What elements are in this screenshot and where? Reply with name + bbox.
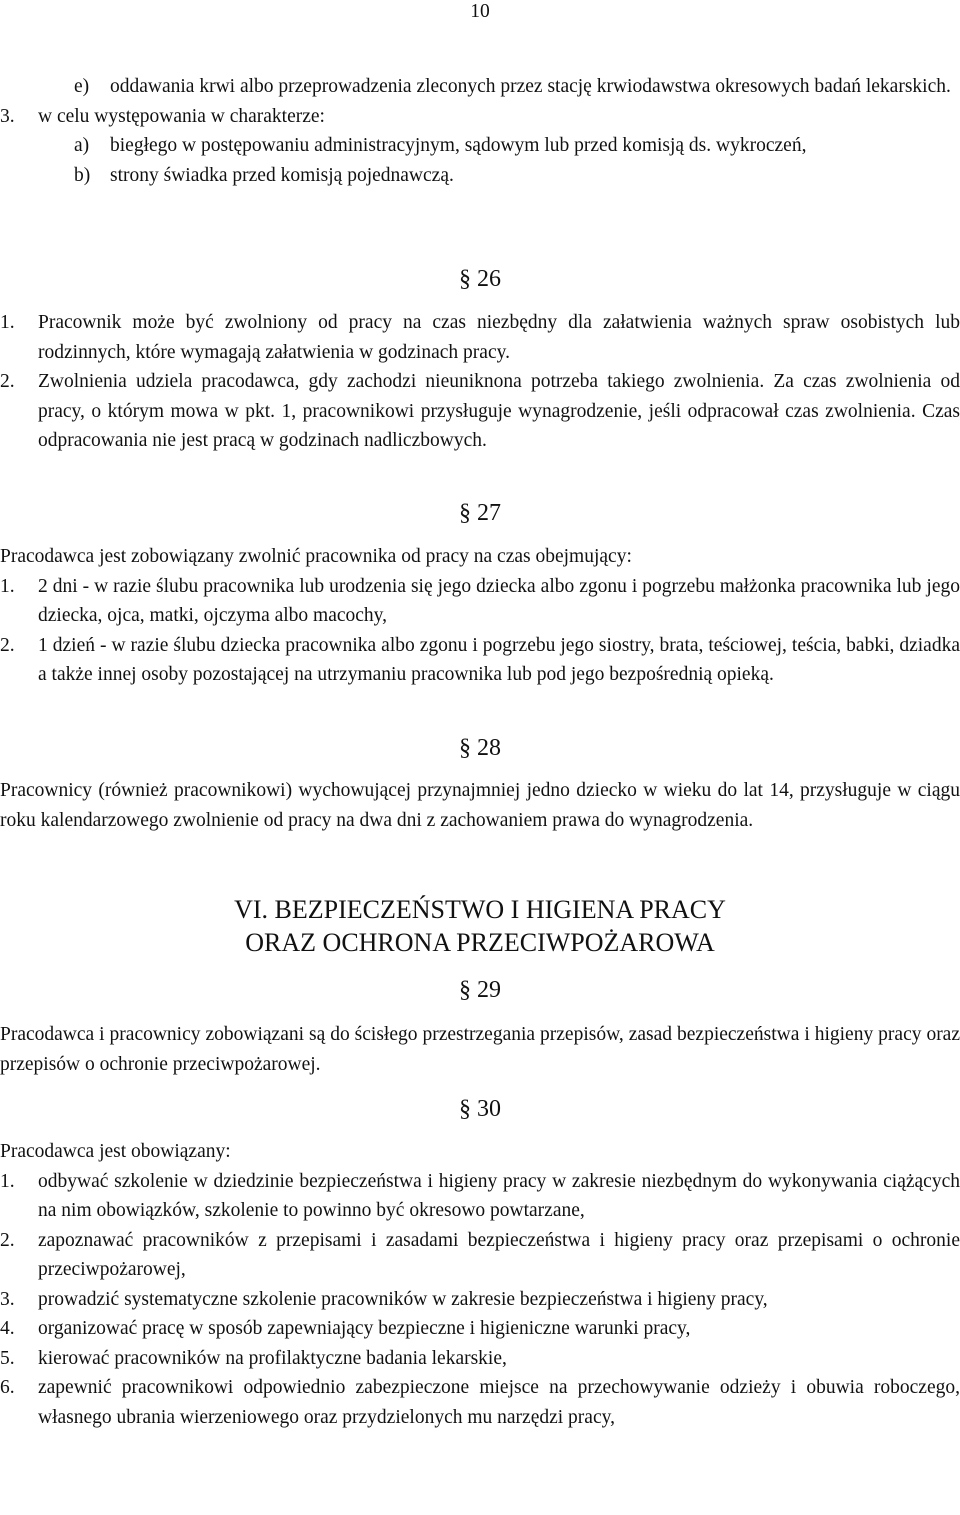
list-item bbox=[0, 367, 960, 456]
section-heading-28: § 28 bbox=[459, 735, 501, 761]
chapter-title bbox=[0, 893, 960, 959]
section-28-text: Pracownicy (również pracownikowi) wychowującej przynajmniej jedno dziecko w wieku do lat 14, przysługuje w ciągu roku kalendarzowego zwolnienie od pracy na dwa dni z zachowaniem prawa do wynagrodzenia. bbox=[0, 780, 960, 831]
item-marker: a) bbox=[74, 135, 90, 156]
list-item bbox=[0, 72, 960, 102]
item-marker: 5. bbox=[0, 1347, 15, 1369]
section-27 bbox=[0, 542, 960, 690]
item-marker: 3. bbox=[0, 105, 15, 127]
section-intro: Pracodawca jest obowiązany: bbox=[0, 1141, 231, 1162]
item-text: strony świadka przed komisją pojednawczą. bbox=[110, 164, 454, 186]
section-30 bbox=[0, 1137, 960, 1432]
top-list bbox=[0, 72, 960, 190]
item-text: Pracownik może być zwolniony od pracy na czas niezbędny dla załatwienia ważnych spraw osobistych lub rodzinnych, które wymagają załatwienia w godzinach pracy. bbox=[38, 312, 960, 363]
list-item bbox=[0, 631, 960, 690]
list-item bbox=[0, 308, 960, 367]
list-item bbox=[0, 102, 960, 132]
item-marker: 2. bbox=[0, 371, 15, 392]
item-marker: 3. bbox=[0, 1288, 15, 1310]
section-29-text: Pracodawca i pracownicy zobowiązani są do ścisłego przestrzegania przepisów, zasad bezpieczeństwa i higieny pracy oraz przepisów o ochronie przeciwpożarowej. bbox=[0, 1024, 960, 1075]
item-text: odbywać szkolenie w dziedzinie bezpieczeństwa i higieny pracy w zakresie niezbędnym do wykonywania ciążących na nim obowiązków, szkolenie to powinno być okresowo powtarzane, bbox=[38, 1170, 960, 1221]
item-text: prowadzić systematyczne szkolenie pracowników w zakresie bezpieczeństwa i higieny pracy, bbox=[38, 1288, 768, 1310]
item-marker: 1. bbox=[0, 1170, 15, 1192]
item-text: 1 dzień - w razie ślubu dziecka pracownika albo zgonu i pogrzebu jego siostry, brata, teściowej, teścia, babki, dziadka a także innej osoby pozostającej na utrzymaniu pracownika lub pod jego bezpośrednią opieką. bbox=[38, 634, 960, 685]
item-marker: 2. bbox=[0, 1229, 15, 1251]
item-text: zapewnić pracownikowi odpowiednio zabezpieczone miejsce na przechowywanie odzieży i obuwia roboczego, własnego ubrania wierzeniowego oraz przydzielonych mu narzędzi pracy, bbox=[38, 1377, 960, 1428]
list-item bbox=[0, 1373, 960, 1432]
section-heading-27: § 27 bbox=[459, 500, 501, 526]
section-heading-29: § 29 bbox=[459, 977, 501, 1003]
list-item bbox=[0, 1314, 960, 1344]
list-item bbox=[0, 1167, 960, 1226]
list-item bbox=[0, 161, 960, 191]
section-intro: Pracodawca jest zobowiązany zwolnić pracownika od pracy na czas obejmujący: bbox=[0, 546, 632, 567]
chapter-title-line2: ORAZ OCHRONA PRZECIWPOŻAROWA bbox=[245, 928, 715, 957]
item-text: zapoznawać pracowników z przepisami i zasadami bezpieczeństwa i higieny pracy oraz przepisami o ochronie przeciwpożarowej, bbox=[38, 1229, 960, 1280]
list-item bbox=[0, 1226, 960, 1285]
item-marker: 4. bbox=[0, 1318, 15, 1339]
item-marker: 1. bbox=[0, 312, 15, 333]
item-text: organizować pracę w sposób zapewniający bezpieczne i higieniczne warunki pracy, bbox=[38, 1318, 691, 1339]
item-text: Zwolnienia udziela pracodawca, gdy zachodzi nieuniknona potrzeba takiego zwolnienia. Za czas zwolnienia od pracy, o którym mowa w pkt. 1, pracownikowi przysługuje wynagrodzenie, jeśli odpracował czas zwolnienia. Czas odpracowania nie jest pracą w godzinach nadliczbowych. bbox=[38, 371, 960, 451]
list-item bbox=[0, 1285, 960, 1315]
item-text: oddawania krwi albo przeprowadzenia zleconych przez stację krwiodawstwa okresowych badań lekarskich. bbox=[110, 76, 951, 97]
item-text: w celu występowania w charakterze: bbox=[38, 105, 325, 127]
item-text: biegłego w postępowaniu administracyjnym, sądowym lub przed komisją ds. wykroczeń, bbox=[110, 135, 807, 156]
section-heading-30: § 30 bbox=[459, 1096, 501, 1122]
chapter-title-line1: VI. BEZPIECZEŃSTWO I HIGIENA PRACY bbox=[234, 895, 726, 924]
item-text: kierować pracowników na profilaktyczne badania lekarskie, bbox=[38, 1347, 507, 1369]
section-heading-26: § 26 bbox=[459, 266, 501, 292]
item-marker: e) bbox=[74, 76, 90, 97]
list-item bbox=[0, 131, 960, 161]
section-26-list bbox=[0, 308, 960, 456]
item-marker: b) bbox=[74, 164, 91, 186]
page-number: 10 bbox=[470, 1, 490, 22]
item-marker: 6. bbox=[0, 1377, 15, 1398]
item-marker: 1. bbox=[0, 575, 15, 597]
item-text: 2 dni - w razie ślubu pracownika lub urodzenia się jego dziecka albo zgonu i pogrzebu małżonka pracownika lub jego dziecka, ojca, matki, ojczyma albo macochy, bbox=[38, 575, 960, 626]
list-item bbox=[0, 1344, 960, 1374]
list-item bbox=[0, 572, 960, 631]
item-marker: 2. bbox=[0, 634, 15, 656]
